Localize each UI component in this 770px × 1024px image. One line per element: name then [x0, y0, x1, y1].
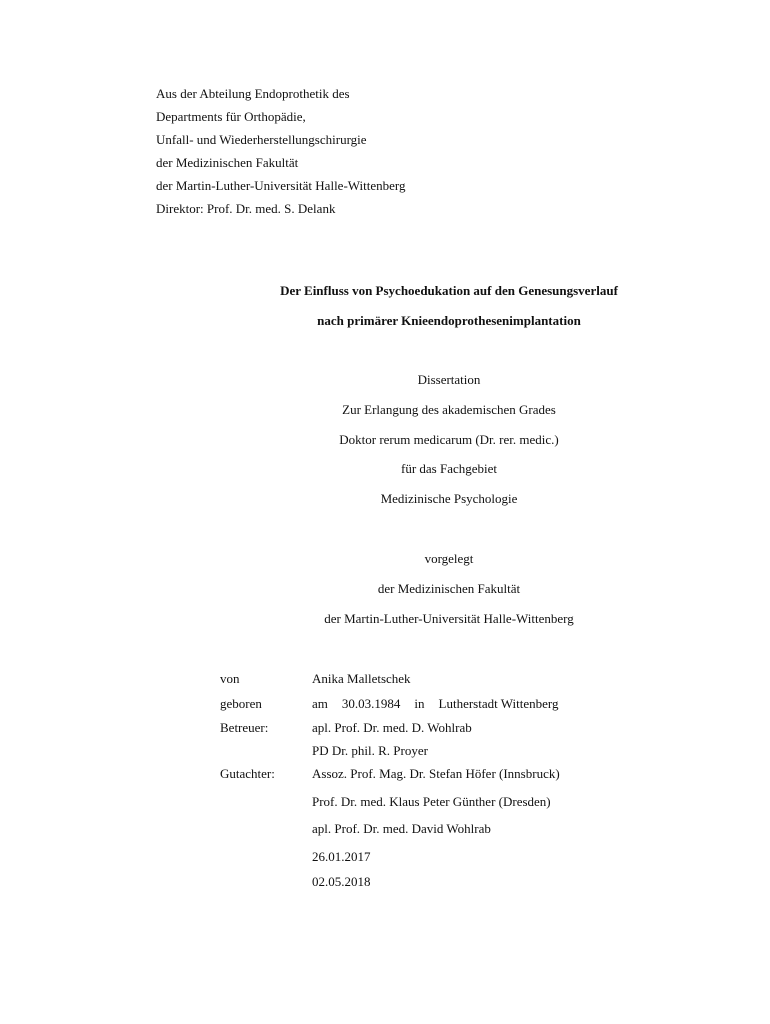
dissertation-field-intro: für das Fachgebiet — [400, 461, 498, 476]
institution-line-5: der Martin-Luther-Universität Halle-Wittenberg — [156, 178, 406, 193]
born-place: Lutherstadt Wittenberg — [438, 696, 559, 711]
reviewer-1: Assoz. Prof. Mag. Dr. Stefan Höfer (Innsbruck) — [312, 766, 560, 781]
submission-university: der Martin-Luther-Universität Halle-Wittenberg — [324, 611, 574, 626]
reviewer-label: Gutachter: — [220, 766, 275, 781]
born-am: am — [312, 696, 328, 711]
institution-line-2: Departments für Orthopädie, — [156, 109, 306, 124]
advisor-2: PD Dr. phil. R. Proyer — [312, 743, 428, 758]
submission-faculty: der Medizinischen Fakultät — [377, 581, 521, 596]
born-label: geboren — [220, 696, 262, 711]
submission-submitted: vorgelegt — [424, 551, 474, 566]
born-info — [312, 696, 558, 712]
title-line-2: nach primärer Knieendoprothesenimplantation — [317, 313, 581, 328]
author-label: von — [220, 671, 240, 686]
institution-line-1: Aus der Abteilung Endoprothetik des — [156, 86, 350, 101]
institution-line-4: der Medizinischen Fakultät — [156, 155, 299, 170]
advisor-label: Betreuer: — [220, 720, 269, 735]
dissertation-degree: Doktor rerum medicarum (Dr. rer. medic.) — [339, 432, 559, 447]
dissertation-purpose: Zur Erlangung des akademischen Grades — [342, 402, 556, 417]
institution-line-3: Unfall- und Wiederherstellungschirurgie — [156, 132, 367, 147]
dissertation-field: Medizinische Psychologie — [380, 491, 518, 506]
reviewer-3: apl. Prof. Dr. med. David Wohlrab — [312, 821, 491, 836]
date-1: 26.01.2017 — [312, 849, 371, 864]
reviewer-2: Prof. Dr. med. Klaus Peter Günther (Dresden) — [312, 794, 551, 809]
author-name: Anika Malletschek — [312, 671, 411, 686]
born-in: in — [414, 696, 425, 711]
date-2: 02.05.2018 — [312, 874, 371, 889]
born-date: 30.03.1984 — [341, 696, 401, 711]
title-line-1: Der Einfluss von Psychoedukation auf den Genesungsverlauf — [280, 283, 618, 298]
institution-line-6: Direktor: Prof. Dr. med. S. Delank — [156, 201, 336, 216]
advisor-1: apl. Prof. Dr. med. D. Wohlrab — [312, 720, 472, 735]
dissertation-type: Dissertation — [417, 372, 481, 387]
